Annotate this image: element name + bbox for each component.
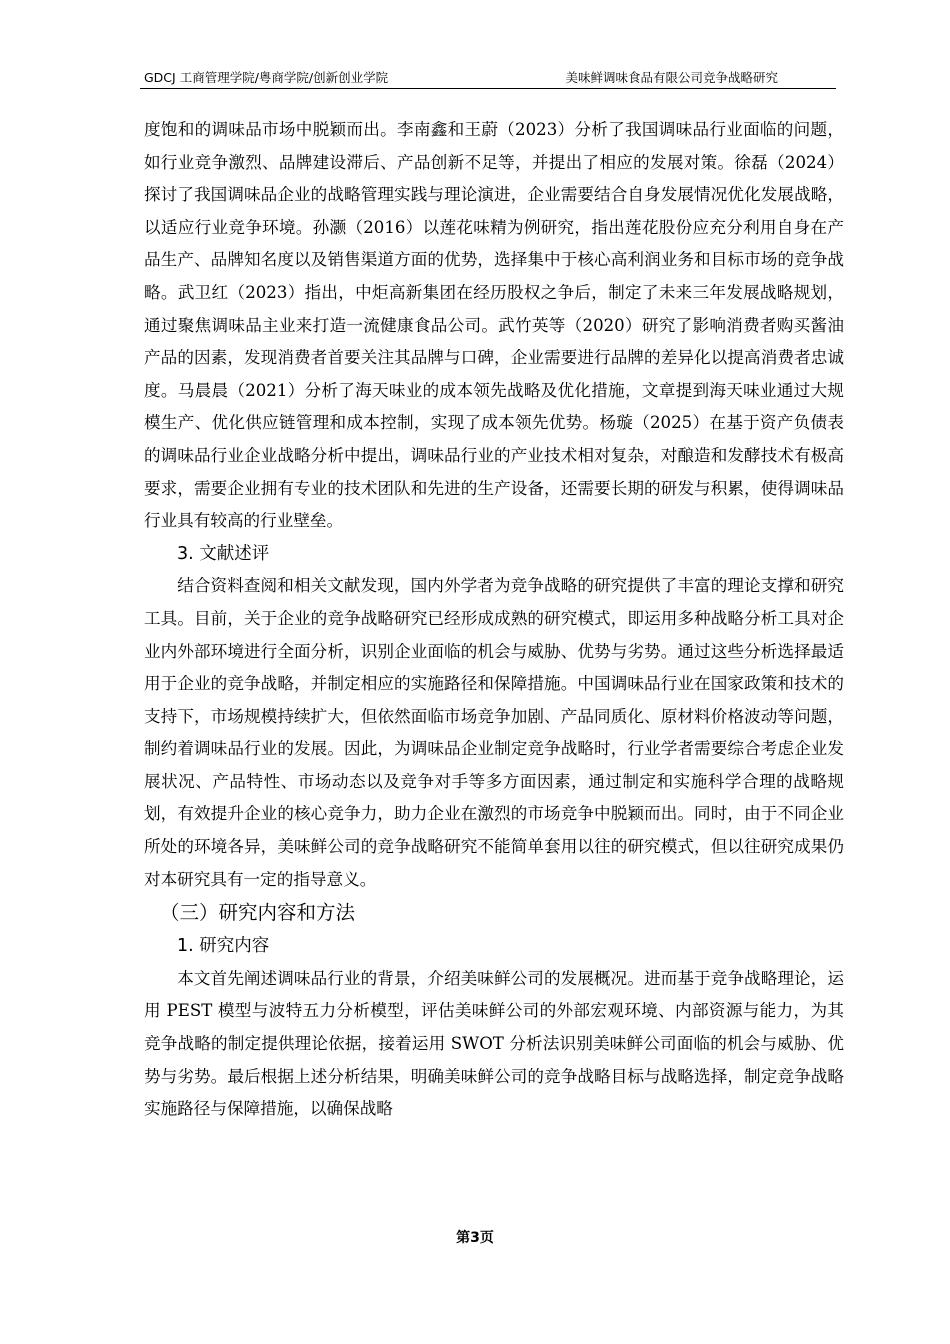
literature-paragraph: 度饱和的调味品市场中脱颖而出。李南鑫和王蔚（2023）分析了我国调味品行业面临的问题，如行业竞争激烈、品牌建设滞后、产品创新不足等，并提出了相应的发展对策。徐磊（2024）探讨了我国调味品企业的战略管理实践与理论演进，企业需要结合自身发展情况优化发展战略，以适应行业竞争环境。孙灏（2016）以莲花味精为例研究，指出莲花股份应充分利用自身在产品生产、品牌知名度以及销售渠道方面的优势，选择集中于核心高利润业务和目标市场的竞争战略。武卫红（2023）指出，中炬高新集团在经历股权之争后，制定了未来三年发展战略规划，通过聚焦调味品主业来打造一流健康食品公司。武竹英等（2020）研究了影响消费者购买酱油产品的因素，发现消费者首要关注其品牌与口碑，企业需要进行品牌的差异化以提高消费者忠诚度。马晨晨（2021）分析了海天味业的成本领先战略及优化措施，文章提到海天味业通过大规模生产、优化供应链管理和成本控制，实现了成本领先优势。杨璇（2025）在基于资产负债表的调味品行业企业战略分析中提出，调味品行业的产业技术相对复杂，对酿造和发酵技术有极高要求，需要企业拥有专业的技术团队和先进的生产设备，还需要长期的研发与积累，使得调味品行业具有较高的行业壁垒。	[144, 120, 844, 531]
heading-research-content: 1. 研究内容	[177, 936, 270, 957]
document-body	[144, 114, 844, 1126]
page-header	[140, 66, 836, 89]
heading-literature-review: 3. 文献述评	[177, 543, 270, 564]
research-content-paragraph: 本文首先阐述调味品行业的背景，介绍美味鲜公司的发展概况。进而基于竞争战略理论，运用 PEST 模型与波特五力分析模型，评估美味鲜公司的外部宏观环境、内部资源与能力，为其竞争战略的制定提供理论依据，接着运用 SWOT 分析法识别美味鲜公司面临的机会与威胁、优势与劣势。最后根据上述分析结果，明确美味鲜公司的竞争战略目标与战略选择，制定竞争战略实施路径与保障措施，以确保战略	[144, 968, 844, 1119]
review-paragraph: 结合资料查阅和相关文献发现，国内外学者为竞争战略的研究提供了丰富的理论支撑和研究工具。目前，关于企业的竞争战略研究已经形成成熟的研究模式，即运用多种战略分析工具对企业内外部环境进行全面分析，识别企业面临的机会与威胁、优势与劣势。通过这些分析选择最适用于企业的竞争战略，并制定相应的实施路径和保障措施。中国调味品行业在国家政策和技术的支持下，市场规模持续扩大，但依然面临市场竞争加剧、产品同质化、原材料价格波动等问题，制约着调味品行业的发展。因此，为调味品企业制定竞争战略时，行业学者需要综合考虑企业发展状况、产品特性、市场动态以及竞争对手等多方面因素，通过制定和实施科学合理的战略规划，有效提升企业的核心竞争力，助力企业在激烈的市场竞争中脱颖而出。同时，由于不同企业所处的环境各异，美味鲜公司的竞争战略研究不能简单套用以往的研究模式，但以往研究成果仍对本研究具有一定的指导意义。	[144, 576, 844, 889]
header-thesis-title: 美味鲜调味食品有限公司竞争战略研究	[565, 70, 778, 85]
heading-research-content-method: （三）研究内容和方法	[160, 901, 356, 925]
header-institution: GDCJ 工商管理学院/粤商学院/创新创业学院	[144, 70, 389, 85]
page-number: 第3页	[456, 1230, 494, 1246]
